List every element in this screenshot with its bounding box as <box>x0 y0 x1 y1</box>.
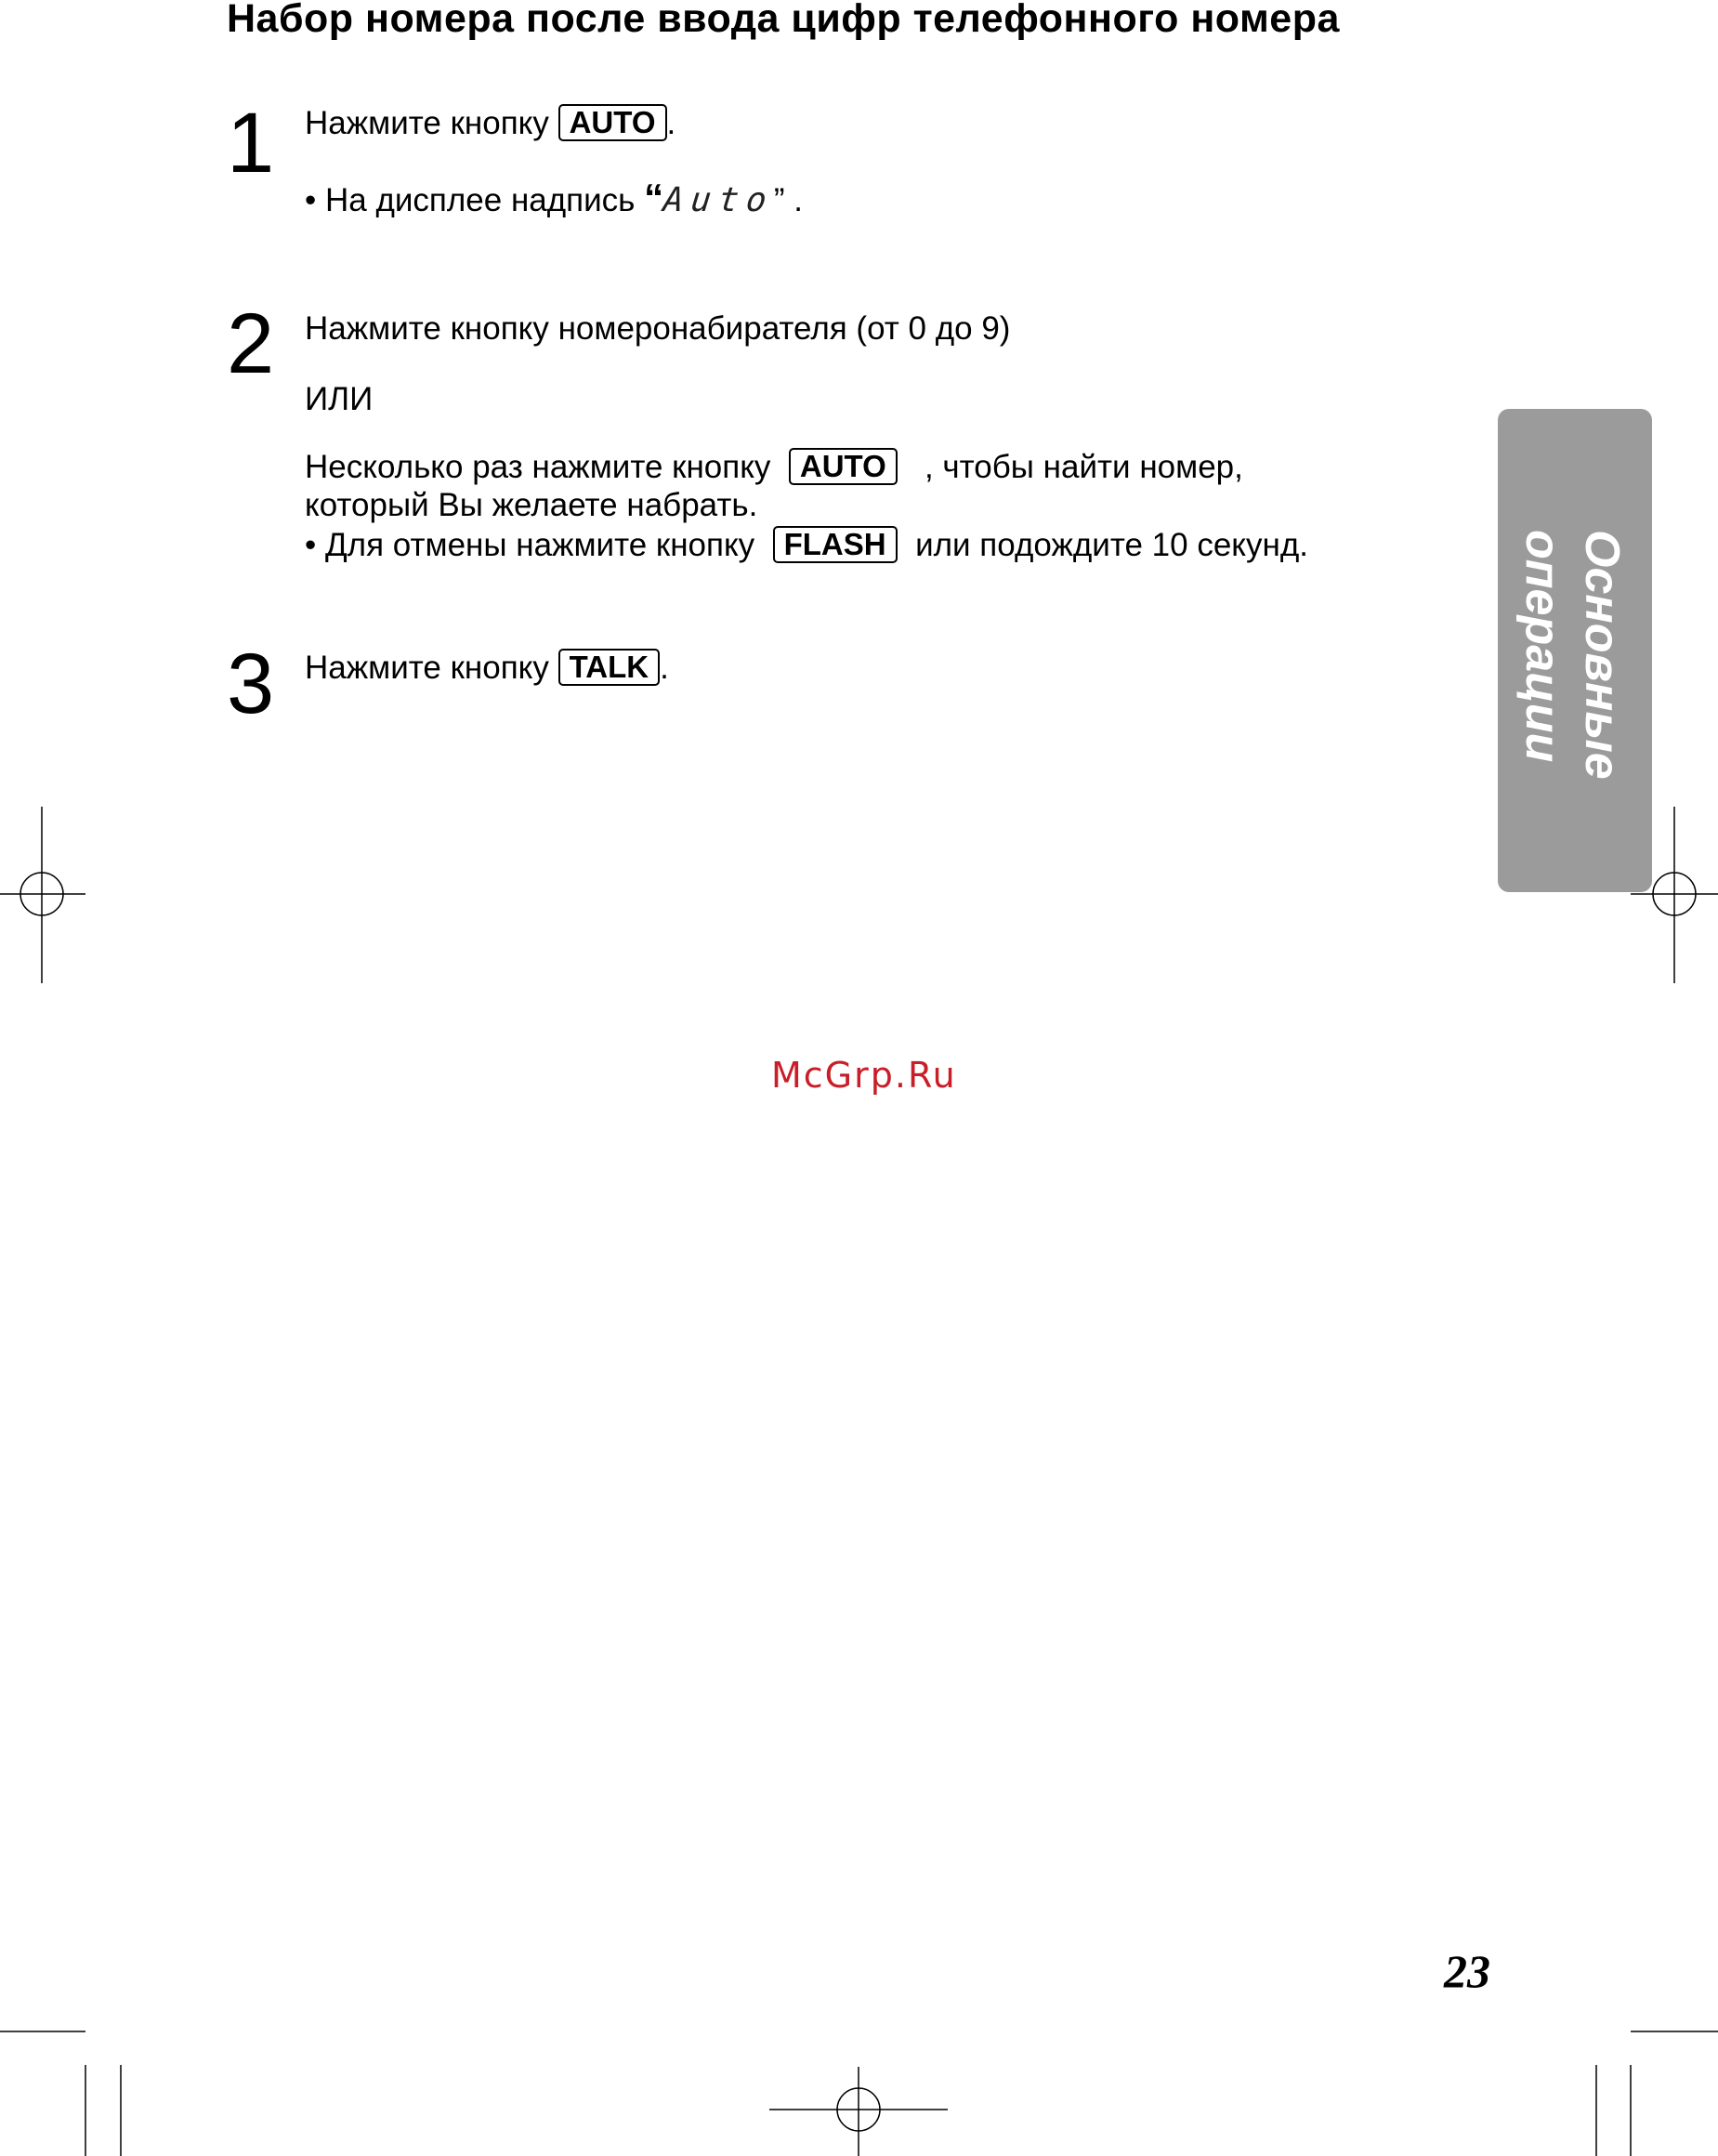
step-2-alt-end: , чтобы найти номер, <box>924 449 1243 485</box>
step-2-alt-text: Несколько раз нажмите кнопку <box>305 449 771 485</box>
step-1-text: Нажмите кнопку <box>305 105 549 141</box>
step-2-alt-line2: который Вы желаете набрать. <box>305 487 758 523</box>
watermark: McGrp.Ru <box>771 1055 957 1096</box>
auto-key-2: AUTO <box>789 448 898 485</box>
step-3-number: 3 <box>227 637 275 731</box>
step-3-text: Нажмите кнопку <box>305 650 549 686</box>
quote-open: “ <box>644 176 664 219</box>
step-2-bullet-end: или подождите 10 секунд. <box>915 527 1308 563</box>
auto-key: AUTO <box>558 104 667 141</box>
step-2-instruction: Нажмите кнопку номеронабирателя (от 0 до 9) <box>305 310 1011 347</box>
step-2-or: ИЛИ <box>305 381 374 417</box>
step-2-bullet-text: • Для отмены нажмите кнопку <box>305 527 755 563</box>
flash-key: FLASH <box>773 526 898 563</box>
lcd-display-text: Auto <box>662 181 777 219</box>
section-tab-line2: операции <box>1515 530 1569 763</box>
step-1-bullet-text: • На дисплее надпись <box>305 182 636 218</box>
page-heading: Набор номера после ввода цифр телефонного номера <box>227 0 1340 41</box>
step-1-number: 1 <box>227 96 275 191</box>
step-3-period: . <box>660 650 669 686</box>
section-tab-line1: Основные <box>1575 530 1629 780</box>
step-2-number: 2 <box>227 296 275 391</box>
talk-key: TALK <box>558 649 661 686</box>
step-1-period: . <box>666 105 676 141</box>
quote-close: ” . <box>773 182 803 218</box>
page-number: 23 <box>1444 1945 1490 1997</box>
